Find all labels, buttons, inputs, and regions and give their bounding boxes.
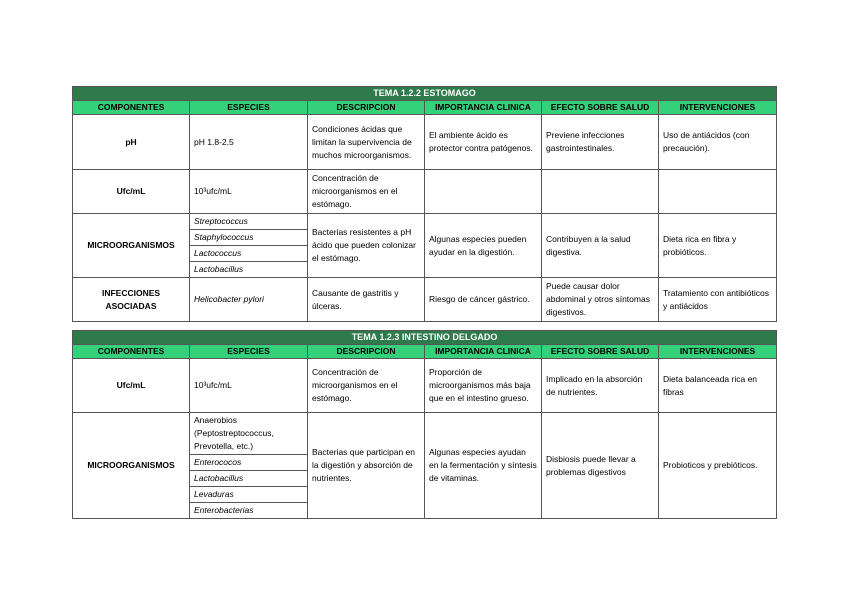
species-item: Enterobacterias — [194, 505, 254, 515]
species-item: Staphylococcus — [190, 230, 307, 246]
header-componentes: COMPONENTES — [73, 345, 190, 359]
header-importancia: IMPORTANCIA CLINICA — [425, 345, 542, 359]
header-descripcion: DESCRIPCION — [308, 345, 425, 359]
species-item: Lactococcus — [190, 246, 307, 262]
cell-efecto: Previene infecciones gastrointestinales. — [542, 115, 659, 170]
header-descripcion: DESCRIPCION — [308, 101, 425, 115]
cell-descripcion: Concentración de microorganismos en el estómago. — [308, 359, 425, 413]
cell-especie: 10³ufc/mL — [190, 359, 308, 413]
cell-importancia: Algunas especies pueden ayudar en la digestión. — [425, 214, 542, 278]
table-estomago — [72, 86, 777, 322]
cell-descripcion: Concentración de microorganismos en el estómago. — [308, 170, 425, 214]
cell-efecto — [542, 170, 659, 214]
table-row — [73, 359, 777, 413]
cell-componente: MICROORGANISMOS — [73, 413, 190, 519]
cell-descripcion: Bacterias que participan en la digestión y absorción de nutrientes. — [308, 413, 425, 519]
cell-especie: pH 1.8-2.5 — [190, 115, 308, 170]
table-intestino-delgado — [72, 330, 777, 519]
cell-componente: Ufc/mL — [73, 170, 190, 214]
cell-descripcion: Causante de gastritis y úlceras. — [308, 278, 425, 322]
cell-efecto: Contribuyen a la salud digestiva. — [542, 214, 659, 278]
cell-especie: Helicobacter pylori — [190, 278, 308, 322]
header-especies: ESPECIES — [190, 345, 308, 359]
cell-intervencion: Tratamiento con antibióticos y antiácidos — [659, 278, 777, 322]
cell-descripcion: Condiciones ácidas que limitan la supervivencia de muchos microorganismos. — [308, 115, 425, 170]
header-intervenciones: INTERVENCIONES — [659, 345, 777, 359]
header-intervenciones: INTERVENCIONES — [659, 101, 777, 115]
cell-componente: Ufc/mL — [73, 359, 190, 413]
species-item: Streptococcus — [190, 214, 307, 230]
table-row — [73, 115, 777, 170]
cell-intervencion — [659, 170, 777, 214]
cell-componente: pH — [73, 115, 190, 170]
species-item: Levaduras — [190, 487, 307, 503]
cell-efecto: Disbiosis puede llevar a problemas digestivos — [542, 413, 659, 519]
cell-especie: 10³ufc/mL — [190, 170, 308, 214]
header-efecto: EFECTO SOBRE SALUD — [542, 345, 659, 359]
cell-importancia — [425, 170, 542, 214]
cell-intervencion: Probioticos y prebióticos. — [659, 413, 777, 519]
cell-importancia: Proporción de microorganismos más baja que en el intestino grueso. — [425, 359, 542, 413]
cell-efecto: Implicado en la absorción de nutrientes. — [542, 359, 659, 413]
cell-intervencion: Dieta balanceada rica en fibras — [659, 359, 777, 413]
cell-efecto: Puede causar dolor abdominal y otros síntomas digestivos. — [542, 278, 659, 322]
cell-importancia: El ambiente ácido es protector contra patógenos. — [425, 115, 542, 170]
cell-intervencion: Uso de antiácidos (con precaución). — [659, 115, 777, 170]
header-importancia: IMPORTANCIA CLINICA — [425, 101, 542, 115]
cell-intervencion: Dieta rica en fibra y probióticos. — [659, 214, 777, 278]
cell-descripcion: Bacterias resistentes a pH ácido que pueden colonizar el estómago. — [308, 214, 425, 278]
cell-componente: MICROORGANISMOS — [73, 214, 190, 278]
table-row — [73, 214, 777, 278]
table-title: TEMA 1.2.3 INTESTINO DELGADO — [73, 331, 777, 345]
cell-componente: INFECCIONES ASOCIADAS — [73, 278, 190, 322]
header-especies: ESPECIES — [190, 101, 308, 115]
species-intro: Anaerobios (Peptostreptococcus, Prevotella, etc.) — [190, 413, 307, 455]
table-row — [73, 278, 777, 322]
cell-importancia: Algunas especies ayudan en la fermentación y síntesis de vitaminas. — [425, 413, 542, 519]
species-item: Enterococos — [190, 455, 307, 471]
species-item: Lactobacillus — [190, 471, 307, 487]
header-componentes: COMPONENTES — [73, 101, 190, 115]
header-efecto: EFECTO SOBRE SALUD — [542, 101, 659, 115]
species-item: Lactobacillus — [194, 264, 244, 274]
cell-importancia: Riesgo de cáncer gástrico. — [425, 278, 542, 322]
cell-especies-list — [190, 214, 308, 278]
table-row — [73, 413, 777, 519]
table-title: TEMA 1.2.2 ESTOMAGO — [73, 87, 777, 101]
cell-especies-list — [190, 413, 308, 519]
table-row — [73, 170, 777, 214]
